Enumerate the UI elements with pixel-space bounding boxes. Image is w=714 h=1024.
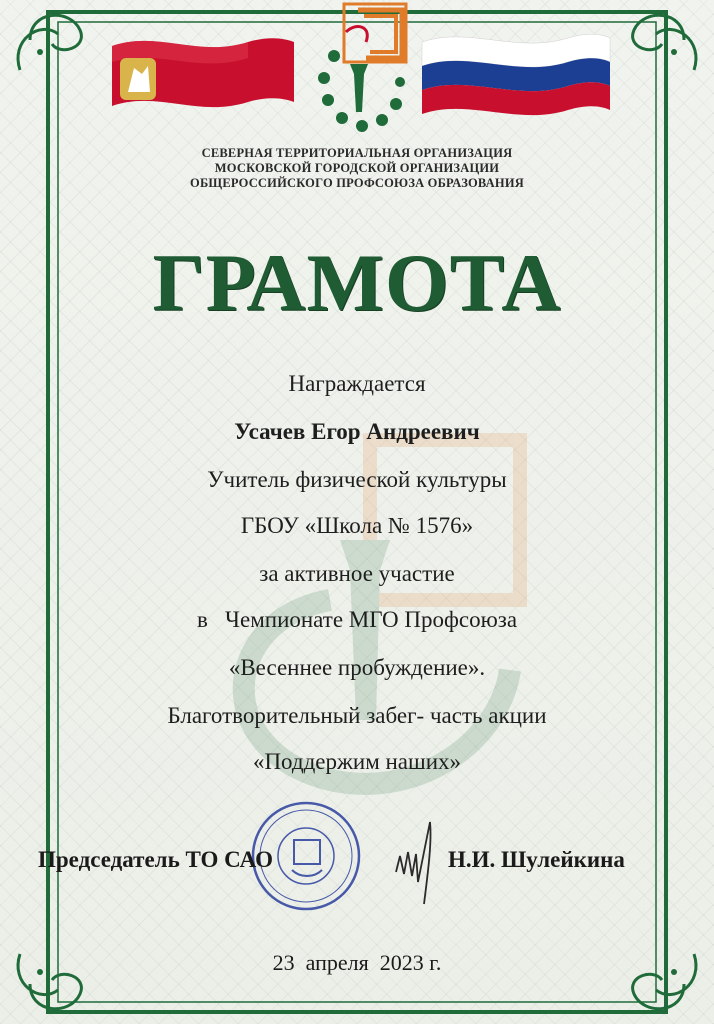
organization-line-2: МОСКОВСКОЙ ГОРОДСКОЙ ОРГАНИЗАЦИИ xyxy=(214,161,500,175)
award-reason: за активное участие xyxy=(259,561,455,586)
signer-position: Председатель ТО САО xyxy=(38,847,273,872)
certificate-date: 23 апреля 2023 г. xyxy=(272,950,442,975)
recipient-school: ГБОУ «Школа № 1576» xyxy=(240,513,474,538)
awarded-label: Награждается xyxy=(288,371,426,396)
organization-header xyxy=(0,146,714,191)
moscow-flag-icon xyxy=(108,28,298,116)
recipient-name: Усачев Егор Андреевич xyxy=(234,419,480,444)
handwritten-signature xyxy=(390,812,450,912)
certificate-title: ГРАМОТА xyxy=(152,237,562,328)
recipient-position: Учитель физической культуры xyxy=(207,467,507,492)
organization-line-1: СЕВЕРНАЯ ТЕРРИТОРИАЛЬНАЯ ОРГАНИЗАЦИЯ xyxy=(201,146,513,160)
signer-name: Н.И. Шулейкина xyxy=(448,847,625,872)
union-logo-icon xyxy=(306,2,410,138)
event-name: «Весеннее пробуждение». xyxy=(228,655,486,680)
organization-line-3: ОБЩЕРОССИЙСКОГО ПРОФСОЮЗА ОБРАЗОВАНИЯ xyxy=(190,176,524,190)
campaign-name: «Поддержим наших» xyxy=(252,749,462,774)
charity-line: Благотворительный забег- часть акции xyxy=(167,703,547,728)
event-line: в Чемпионате МГО Профсоюза xyxy=(196,607,518,632)
russia-flag-icon xyxy=(418,26,614,116)
